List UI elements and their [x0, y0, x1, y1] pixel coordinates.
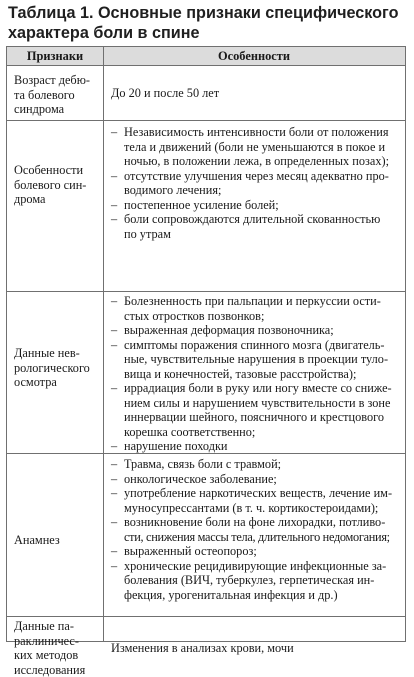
label-line: Возраст дебю-: [14, 73, 101, 88]
label-line: синдрома: [14, 102, 101, 117]
content-text: Изменения в анализах крови, мочи: [111, 641, 399, 656]
label-line: Данные нев-: [14, 346, 101, 361]
label-line: болевого син-: [14, 178, 101, 193]
list-item: – постепенное усиление болей;: [111, 198, 399, 213]
label-line: исследования: [14, 663, 101, 677]
list-item: – хронические рецидивирующие инфекционные за- болевания (ВИЧ, туберкулез, герпетическая ин- фекция, урогенитальная инфекция и др.): [111, 559, 399, 603]
list-item: – выраженный остеопороз;: [111, 544, 399, 559]
list-item: – отсутствие улучшения через месяц адекватно про- водимого лечения;: [111, 169, 399, 198]
list-item: – Болезненность при пальпации и перкуссии ости- стых отростков позвонков;: [111, 294, 399, 323]
table-row: [7, 121, 405, 292]
row-label: [7, 346, 103, 390]
list-item: – употребление наркотических веществ, лечение им- муносупрессантами (в т. ч. кортикостероидами);: [111, 486, 399, 515]
column-divider: [103, 47, 104, 641]
label-line: та болевого: [14, 88, 101, 103]
list-item: – онкологическое заболевание;: [111, 472, 399, 487]
list-item: – симптомы поражения спинного мозга (двигатель- ные, чувствительные нарушения в проекции туло- вища и конечностей, тазовые расстройства);: [111, 338, 399, 382]
list-item: – Независимость интенсивности боли от положения тела и движений (боли не уменьшаются в покое и ночью, в положении лежа, в определенных позах);: [111, 125, 399, 169]
list-item: – возникновение боли на фоне лихорадки, потливо- сти, снижения массы тела, длительного недомогания;: [111, 515, 399, 544]
row-label: [7, 73, 103, 117]
row-content: [104, 641, 405, 656]
row-label: [7, 619, 103, 677]
table-header: [7, 47, 405, 66]
table-row: [7, 66, 405, 121]
table-title-line: характера боли в спине: [8, 23, 408, 43]
label-line: осмотра: [14, 375, 101, 390]
table-title: [8, 3, 408, 43]
row-content: [104, 294, 405, 454]
label-line: Анамнез: [14, 533, 101, 548]
label-line: Особенности: [14, 163, 101, 178]
row-label: [7, 533, 103, 548]
list-item: – нарушение походки: [111, 439, 399, 454]
row-label: [7, 163, 103, 207]
list-item: – иррадиация боли в руку или ногу вместе со сниже- нием силы и нарушением чувствительности в зоне иннервации шейного, поясничного и крестцового корешка соответственно;: [111, 381, 399, 439]
list-item: – боли сопровождаются длительной скованностью по утрам: [111, 212, 399, 241]
label-line: раклиничес-: [14, 634, 101, 649]
header-features: Особенности: [104, 47, 404, 65]
label-line: Данные па-: [14, 619, 101, 634]
list-item: – Травма, связь боли с травмой;: [111, 457, 399, 472]
label-line: ких методов: [14, 648, 101, 663]
label-line: рологического: [14, 361, 101, 376]
list-item: – выраженная деформация позвоночника;: [111, 323, 399, 338]
row-content: [104, 86, 405, 101]
header-signs: Признаки: [7, 47, 103, 65]
content-text: До 20 и после 50 лет: [111, 86, 399, 101]
table-row: [7, 617, 405, 641]
table-row: [7, 292, 405, 454]
table-row: [7, 454, 405, 617]
signs-table: [6, 46, 406, 642]
label-line: дрома: [14, 192, 101, 207]
table-title-line: Таблица 1. Основные признаки специфического: [8, 3, 408, 23]
row-content: [104, 457, 405, 602]
row-content: [104, 125, 405, 241]
